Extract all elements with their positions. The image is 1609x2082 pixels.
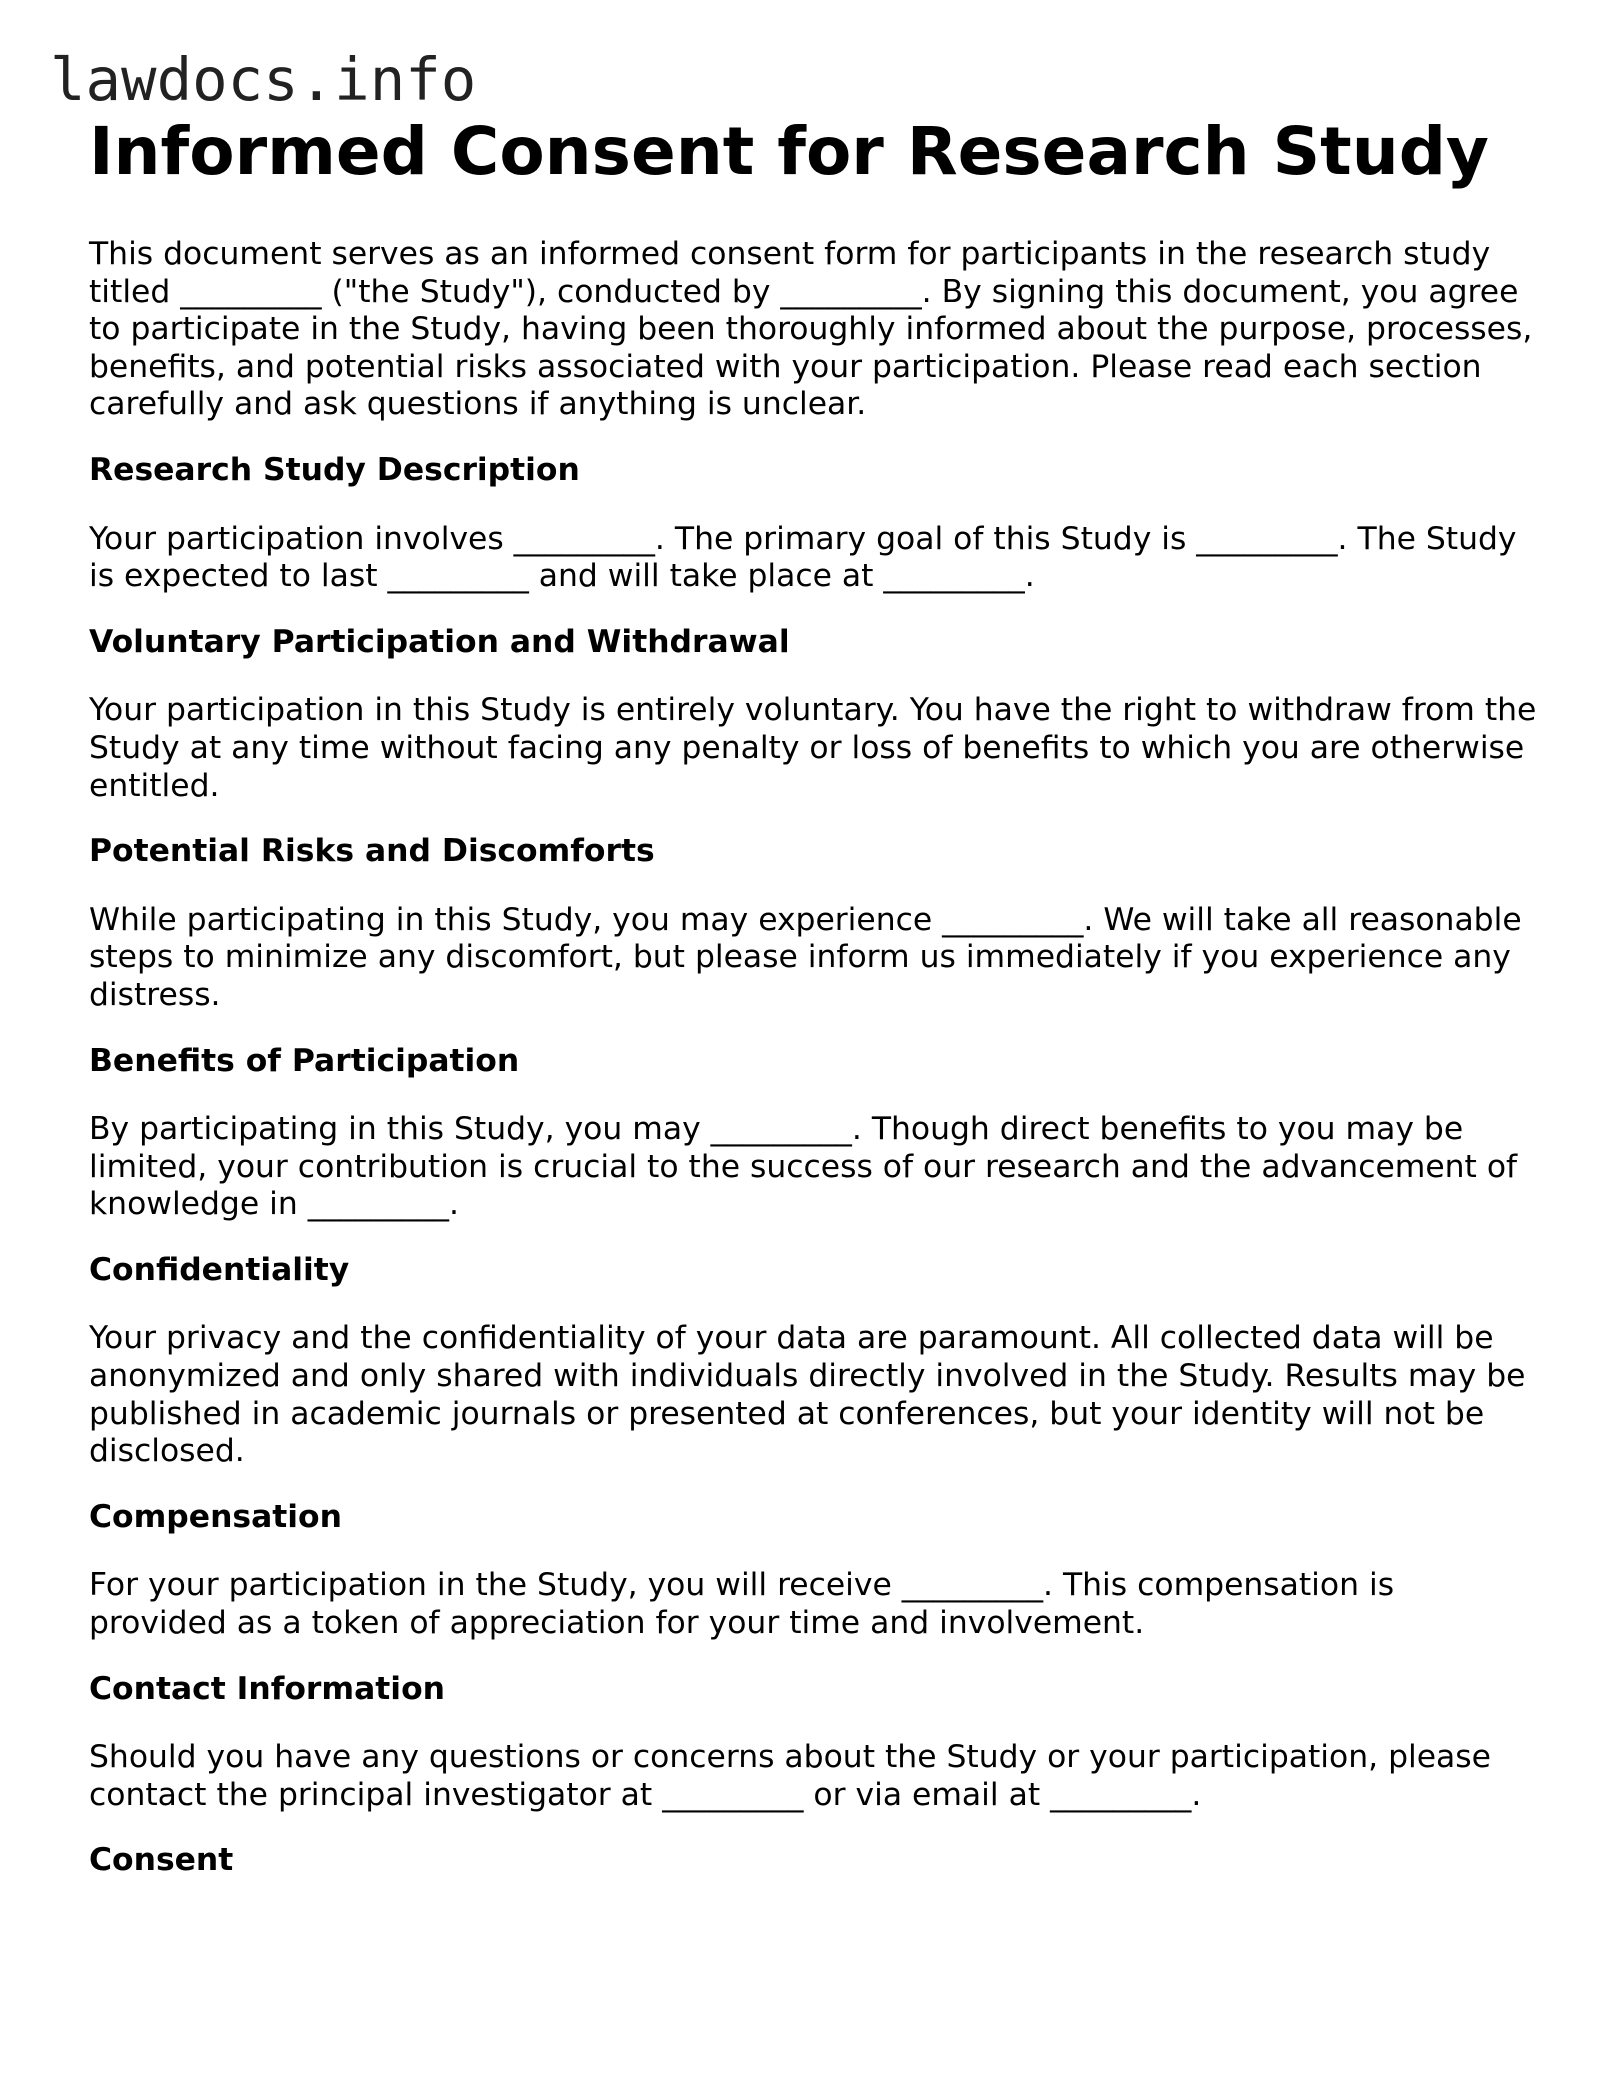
section-heading-description: Research Study Description	[89, 451, 580, 488]
section-body-confidentiality: Your privacy and the confidentiality of your data are paramount. All collected data will be anonymized and only shared with individuals directly involved in the Study. Results may be published in academic journals or presented at conferences, but your identity will not be disclosed.	[89, 1320, 1526, 1470]
section-heading-benefits: Benefits of Participation	[89, 1042, 520, 1079]
section-body-voluntary: Your participation in this Study is entirely voluntary. You have the right to withdraw from the Study at any time without facing any penalty or loss of benefits to which you are otherwise entitled.	[89, 692, 1537, 804]
section-heading-consent: Consent	[89, 1842, 234, 1879]
document-title: Informed Consent for Research Study	[89, 113, 1489, 190]
section-heading-compensation: Compensation	[89, 1498, 342, 1535]
section-body-description: Your participation involves _________. The primary goal of this Study is _________. The Study is expected to last _________ and will take place at _________.	[89, 520, 1517, 595]
watermark: lawdocs.info	[50, 45, 477, 114]
section-body-risks: While participating in this Study, you may experience _________. We will take all reasonable steps to minimize any discomfort, but please inform us immediately if you experience any distress.	[89, 901, 1522, 1013]
section-heading-contact: Contact Information	[89, 1670, 445, 1707]
section-heading-voluntary: Voluntary Participation and Withdrawal	[89, 623, 790, 660]
section-heading-risks: Potential Risks and Discomforts	[89, 833, 655, 870]
intro-paragraph: This document serves as an informed consent form for participants in the research study titled _________ ("the Study"), conducted by _________. By signing this document, you agree to participate in the Study, having been thoroughly informed about the purpose, processes, benefits, and potential risks associated with your participation. Please read each section carefully and ask questions if anything is unclear.	[89, 236, 1533, 423]
section-body-benefits: By participating in this Study, you may _________. Though direct benefits to you may be limited, your contribution is crucial to the success of our research and the advancement of knowledge in _________.	[89, 1111, 1518, 1223]
section-body-compensation: For your participation in the Study, you will receive _________. This compensation is provided as a token of appreciation for your time and involvement.	[89, 1567, 1395, 1642]
document-body	[89, 110, 1539, 1880]
section-heading-confidentiality: Confidentiality	[89, 1251, 350, 1288]
section-body-contact: Should you have any questions or concerns about the Study or your participation, please contact the principal investigator at _________ or via email at _________.	[89, 1739, 1491, 1813]
